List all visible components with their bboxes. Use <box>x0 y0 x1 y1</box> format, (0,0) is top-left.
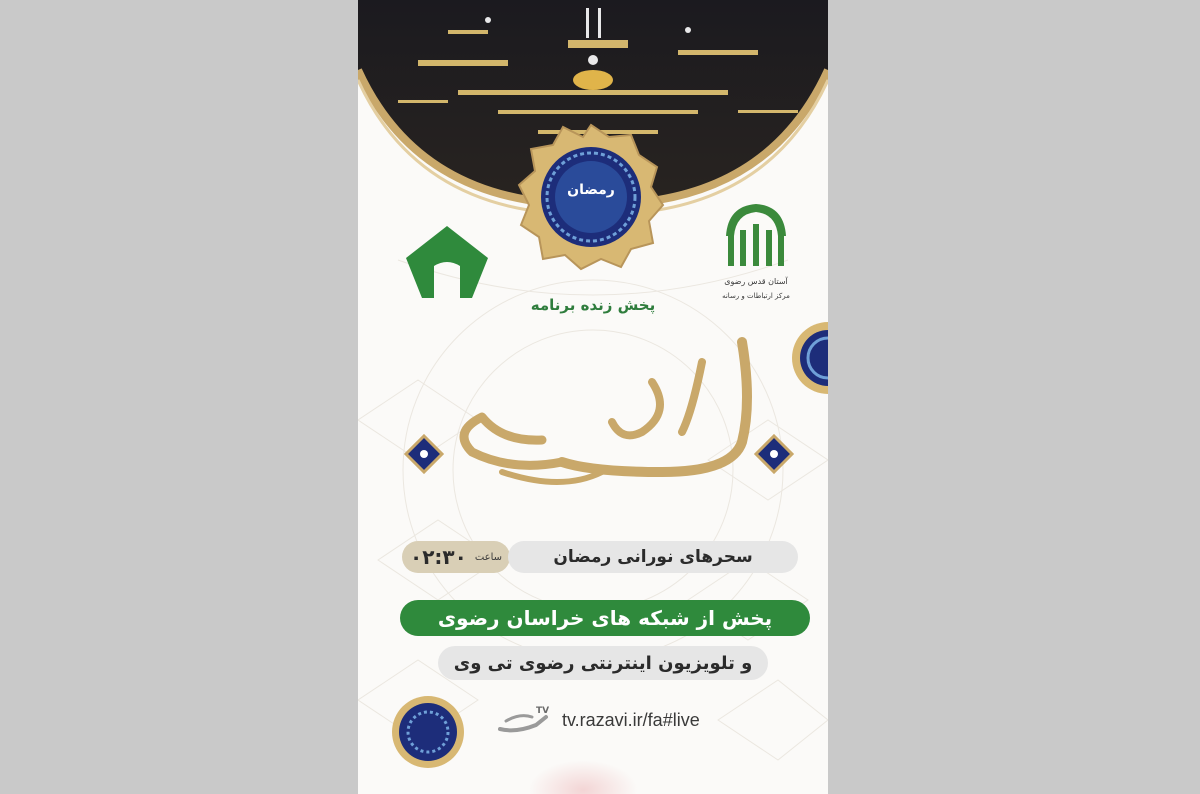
broadcast-line-1 <box>400 600 810 636</box>
subtitle-text: سحرهای نورانی رمضان <box>553 547 753 567</box>
time-badge <box>402 541 510 573</box>
program-title: سر سحر <box>600 498 604 499</box>
tv-logo-text: TV <box>536 706 550 716</box>
left-diamond-ornament-icon <box>404 434 444 474</box>
razavi-logo-subtext: مرکز ارتباطات و رسانه <box>722 292 790 300</box>
subtitle-pill <box>508 541 798 573</box>
bottom-medallion-icon <box>390 694 466 770</box>
ramadan-emblem-icon <box>516 122 666 272</box>
astan-quds-razavi-logo-icon <box>714 200 798 312</box>
url-row <box>496 700 700 740</box>
live-url-link[interactable]: tv.razavi.ir/fa#live <box>562 709 700 730</box>
bottom-flower-decoration <box>528 760 638 794</box>
broadcast-line-2 <box>438 646 768 680</box>
right-edge-medallion-icon <box>790 320 828 396</box>
broadcast-line-1-text: پخش از شبکه های خراسان رضوی <box>437 606 773 630</box>
live-broadcast-label: پخش زنده برنامه <box>530 296 656 314</box>
poster <box>358 0 828 794</box>
razavi-tv-logo-icon <box>496 703 552 737</box>
emblem-text: رمضان <box>567 182 615 198</box>
khorasan-network-logo-icon <box>402 222 492 302</box>
broadcast-line-2-text: و تلویزیون اینترنتی رضوی تی وی <box>453 652 753 674</box>
razavi-logo-text: آستان قدس رضوی <box>724 277 788 286</box>
time-value: ۰۲:۳۰ <box>409 545 467 569</box>
program-title-calligraphy <box>442 322 762 502</box>
time-label: ساعت <box>474 551 503 563</box>
right-diamond-ornament-icon <box>754 434 794 474</box>
